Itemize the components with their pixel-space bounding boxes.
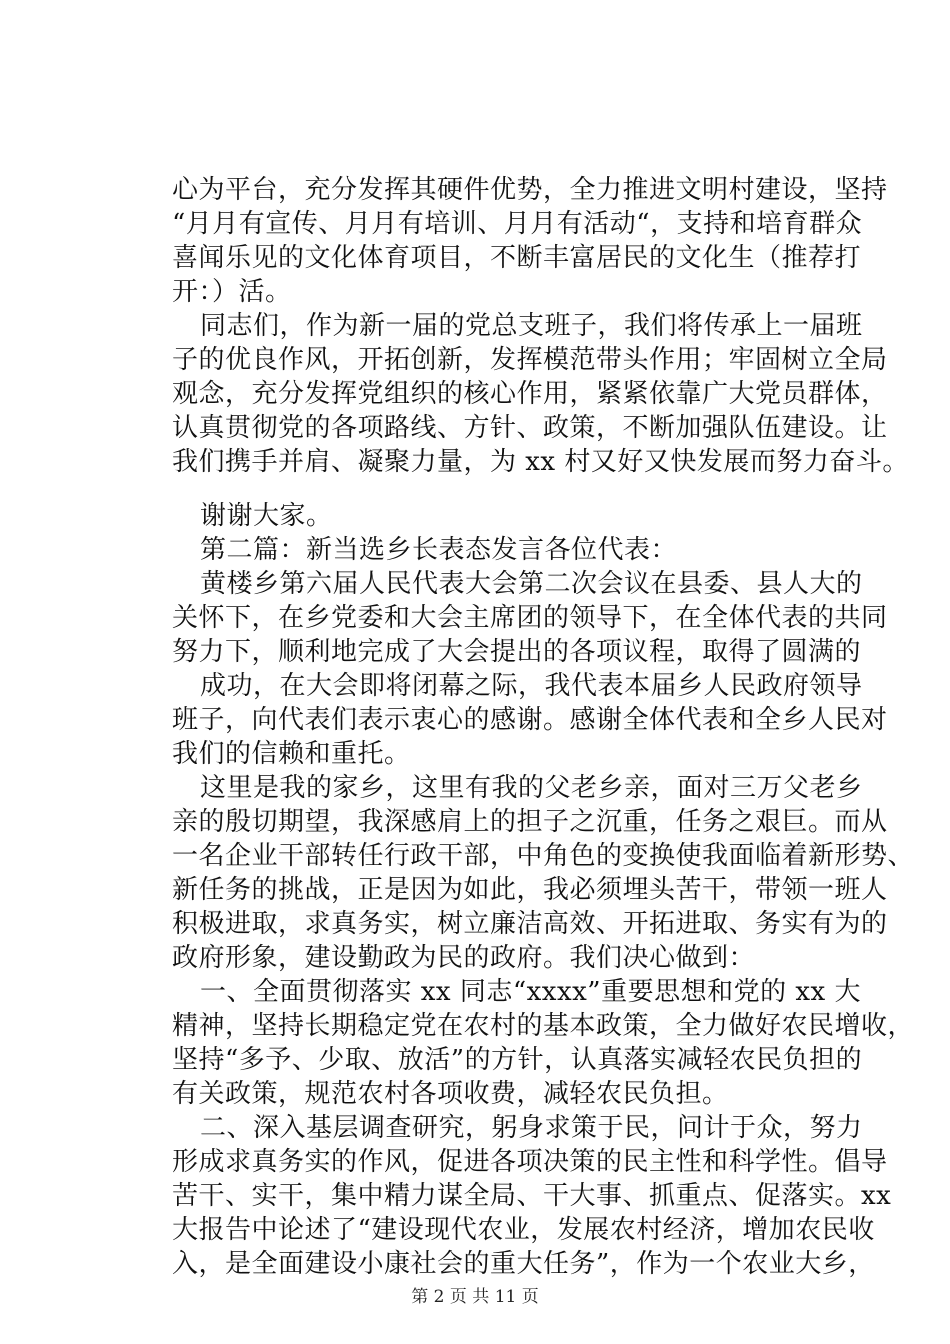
text-line: 努力下，顺利地完成了大会提出的各项议程，取得了圆满的 <box>172 637 862 667</box>
text-line: 积极进取，求真务实，树立廉洁高效、开拓进取、务实有为的 <box>172 909 888 939</box>
text-line: 班子，向代表们表示衷心的感谢。感谢全体代表和全乡人民对 <box>172 705 888 735</box>
text-line: 新任务的挑战，正是因为如此，我必须埋头苦干，带领一班人 <box>172 875 888 905</box>
text-line: 我们携手并肩、凝聚力量，为 xx 村又好又快发展而努力奋斗。 <box>172 447 909 477</box>
text-line: 有关政策，规范农村各项收费，减轻农民负担。 <box>172 1079 729 1109</box>
text-line: 认真贯彻党的各项路线、方针、政策，不断加强队伍建设。让 <box>172 413 888 443</box>
text-line: 成功，在大会即将闭幕之际，我代表本届乡人民政府领导 <box>200 671 863 701</box>
text-line: 坚持“多予、少取、放活”的方针，认真落实减轻农民负担的 <box>172 1045 863 1075</box>
text-line: 一、全面贯彻落实 xx 同志“xxxx”重要思想和党的 xx 大 <box>200 977 861 1007</box>
text-line: “月月有宣传、月月有培训、月月有活动“，支持和培育群众 <box>172 209 863 239</box>
text-line: 一名企业干部转任行政干部，中角色的变换使我面临着新形势、 <box>172 841 915 871</box>
text-line: 黄楼乡第六届人民代表大会第二次会议在县委、县人大的 <box>200 569 863 599</box>
text-line: 亲的殷切期望，我深感肩上的担子之沉重，任务之艰巨。而从 <box>172 807 888 837</box>
text-line: 政府形象，建设勤政为民的政府。我们决心做到： <box>172 943 756 973</box>
section-heading: 第二篇：新当选乡长表态发言各位代表： <box>200 535 678 565</box>
text-line: 开：）活。 <box>172 277 292 307</box>
text-line: 观念，充分发挥党组织的核心作用，紧紧依靠广大党员群体， <box>172 379 888 409</box>
text-line: 二、深入基层调查研究，躬身求策于民，问计于众，努力 <box>200 1113 863 1143</box>
text-line: 子的优良作风，开拓创新，发挥模范带头作用；牢固树立全局 <box>172 345 888 375</box>
text-line: 入，是全面建设小康社会的重大任务”，作为一个农业大乡， <box>172 1249 875 1279</box>
text-line: 形成求真务实的作风，促进各项决策的民主性和科学性。倡导 <box>172 1147 888 1177</box>
text-line: 喜闻乐见的文化体育项目，不断丰富居民的文化生（推荐打 <box>172 243 862 273</box>
text-line: 精神，坚持长期稳定党在农村的基本政策，全力做好农民增收， <box>172 1011 915 1041</box>
page-footer: 第 2 页 共 11 页 <box>411 1287 539 1307</box>
text-line: 大报告中论述了“建设现代农业，发展农村经济，增加农民收 <box>172 1215 875 1245</box>
text-line: 关怀下，在乡党委和大会主席团的领导下，在全体代表的共同 <box>172 603 888 633</box>
text-line: 同志们，作为新一届的党总支班子，我们将传承上一届班 <box>200 311 863 341</box>
text-line: 我们的信赖和重托。 <box>172 739 411 769</box>
text-line: 谢谢大家。 <box>200 501 333 531</box>
text-line: 心为平台，充分发挥其硬件优势，全力推进文明村建设，坚持 <box>172 175 888 205</box>
text-line: 这里是我的家乡，这里有我的父老乡亲，面对三万父老乡 <box>200 773 863 803</box>
text-line: 苦干、实干，集中精力谋全局、干大事、抓重点、促落实。xx <box>172 1181 892 1211</box>
